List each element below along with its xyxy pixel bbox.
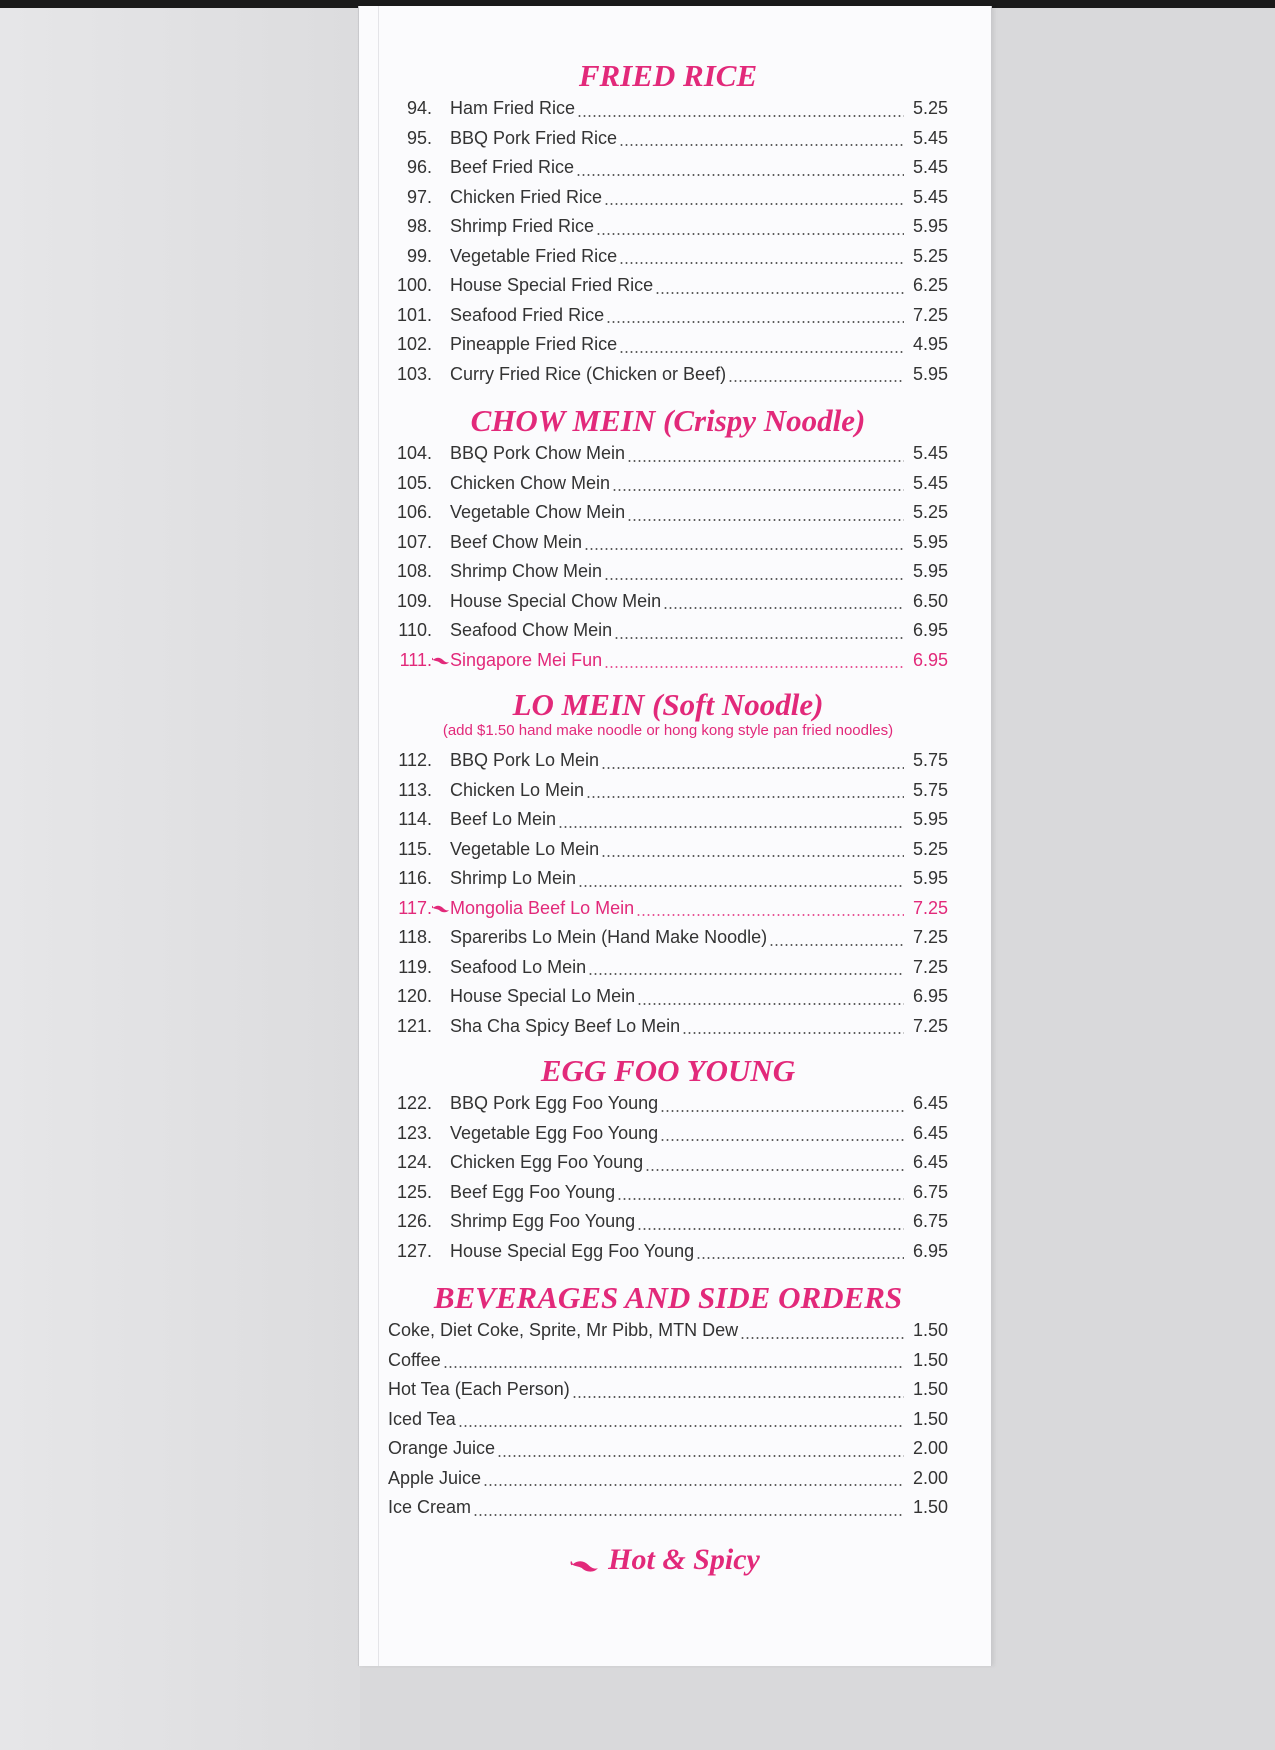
item-price: 5.45: [912, 127, 948, 148]
dot-leader: [604, 577, 904, 581]
item-number: 116.: [398, 868, 432, 888]
dot-leader: [660, 1138, 904, 1142]
menu-item: [388, 212, 948, 242]
item-number: 100.: [396, 275, 432, 295]
item-number: 112.: [398, 750, 432, 770]
item-number: 99.: [406, 245, 432, 266]
item-number: 114.: [398, 809, 432, 829]
menu-item: [388, 1148, 948, 1178]
item-name: Chicken Fried Rice: [450, 186, 603, 207]
item-number: 115.: [398, 838, 432, 859]
menu-item: [388, 301, 948, 331]
menu-item: [388, 439, 948, 469]
dot-leader: [483, 1483, 904, 1487]
menu-item: [388, 1346, 948, 1376]
dot-leader: [596, 232, 904, 236]
menu-section: [388, 58, 948, 389]
item-name: Shrimp Chow Mein: [450, 561, 603, 581]
item-name: Seafood Fried Rice: [450, 304, 605, 325]
item-price: 5.95: [912, 561, 948, 581]
menu-section: [388, 1280, 948, 1523]
menu-item: [388, 1316, 948, 1346]
menu-section: [388, 687, 948, 1041]
item-name: BBQ Pork Fried Rice: [450, 127, 618, 148]
item-name: Pineapple Fried Rice: [450, 334, 618, 354]
menu-item: [388, 242, 948, 272]
item-price: 5.95: [912, 531, 948, 552]
dot-leader: [617, 1197, 904, 1201]
item-price: 6.95: [912, 649, 948, 670]
item-name: Iced Tea: [388, 1408, 456, 1429]
menu-section: [388, 1053, 948, 1266]
item-price: 6.95: [912, 1240, 948, 1261]
dot-leader: [619, 350, 904, 354]
menu-item: [388, 557, 948, 587]
section-note: (add $1.50 hand make noodle or hong kong style pan fried noodles): [442, 722, 894, 739]
item-name: Apple Juice: [388, 1467, 482, 1488]
item-price: 1.50: [912, 1408, 948, 1429]
item-price: 5.45: [912, 472, 948, 493]
item-name: Shrimp Egg Foo Young: [450, 1211, 636, 1231]
item-name: Vegetable Lo Mein: [450, 838, 600, 859]
item-number: 110.: [398, 620, 432, 640]
item-name: Beef Chow Mein: [450, 531, 583, 552]
item-price: 1.50: [912, 1320, 948, 1340]
menu-content: [388, 58, 948, 1577]
item-price: 5.25: [912, 245, 948, 266]
dot-leader: [619, 261, 904, 265]
menu-item: [388, 805, 948, 835]
item-name: Beef Lo Mein: [450, 809, 557, 829]
paper-fold-line: [378, 6, 379, 1666]
menu-item: [388, 1237, 948, 1267]
menu-item: [388, 616, 948, 646]
item-number: 124.: [396, 1152, 432, 1172]
menu-item: [388, 153, 948, 183]
menu-item: [388, 1464, 948, 1494]
item-number: 98.: [406, 216, 432, 236]
dot-leader: [637, 1002, 904, 1006]
menu-item: [388, 124, 948, 154]
item-price: 7.25: [912, 304, 948, 325]
item-number: 113.: [398, 779, 432, 800]
menu-item: [388, 1012, 948, 1042]
item-name: Mongolia Beef Lo Mein: [450, 897, 635, 918]
dot-leader: [682, 1031, 904, 1035]
dot-leader: [655, 291, 904, 295]
menu-item: [388, 923, 948, 953]
item-price: 2.00: [912, 1438, 948, 1458]
item-number: 97.: [406, 186, 432, 207]
item-price: 5.95: [912, 868, 948, 888]
item-price: 6.45: [912, 1152, 948, 1172]
item-price: 7.25: [912, 897, 948, 918]
item-price: 5.25: [912, 98, 948, 118]
item-name: BBQ Pork Chow Mein: [450, 443, 626, 463]
item-price: 6.95: [912, 986, 948, 1006]
item-number: 119.: [398, 956, 432, 977]
item-price: 6.75: [912, 1181, 948, 1202]
item-price: 7.25: [912, 956, 948, 977]
item-number: 120.: [396, 986, 432, 1006]
item-price: 5.95: [912, 809, 948, 829]
dot-leader: [637, 1227, 904, 1231]
item-price: 1.50: [912, 1349, 948, 1370]
item-number: 96.: [406, 157, 432, 177]
item-number: 109.: [396, 590, 432, 611]
item-number: 105.: [396, 472, 432, 493]
item-price: 6.45: [912, 1122, 948, 1143]
item-price: 5.45: [912, 186, 948, 207]
menu-item: [388, 1434, 948, 1464]
menu-item: [388, 982, 948, 1012]
item-name: Coke, Diet Coke, Sprite, Mr Pibb, MTN Dew: [388, 1320, 739, 1340]
item-name: Hot Tea (Each Person): [388, 1379, 570, 1399]
item-price: 6.45: [912, 1093, 948, 1113]
menu-item: [388, 894, 948, 924]
item-name: Vegetable Chow Mein: [450, 502, 626, 522]
scan-background: [0, 8, 360, 1750]
dot-leader: [645, 1168, 904, 1172]
dot-leader: [663, 606, 904, 610]
section-title: EGG FOO YOUNG: [540, 1053, 796, 1088]
dot-leader: [614, 636, 904, 640]
dot-leader: [586, 795, 904, 799]
menu-item: [388, 271, 948, 301]
item-name: Chicken Lo Mein: [450, 779, 585, 800]
item-number: 126.: [396, 1211, 432, 1231]
dot-leader: [728, 379, 904, 383]
pepper-icon: [571, 1532, 600, 1586]
item-number: 103.: [396, 363, 432, 384]
item-number: 111.: [399, 649, 432, 670]
menu-item: [388, 646, 948, 676]
menu-section: [388, 403, 948, 675]
item-name: House Special Fried Rice: [450, 275, 654, 295]
menu-item: [388, 360, 948, 390]
item-name: Spareribs Lo Mein (Hand Make Noodle): [450, 927, 768, 947]
item-name: Curry Fried Rice (Chicken or Beef): [450, 363, 727, 384]
item-price: 5.45: [912, 157, 948, 177]
dot-leader: [497, 1454, 904, 1458]
menu-item: [388, 1405, 948, 1435]
item-number: 127.: [396, 1240, 432, 1261]
hot-spicy-legend: [388, 1543, 948, 1577]
item-name: Seafood Lo Mein: [450, 956, 587, 977]
item-number: 94.: [406, 98, 432, 118]
dot-leader: [576, 173, 904, 177]
dot-leader: [627, 459, 904, 463]
menu-item: [388, 587, 948, 617]
item-price: 5.95: [912, 216, 948, 236]
menu-item: [388, 835, 948, 865]
menu-item: [388, 469, 948, 499]
item-price: 5.25: [912, 502, 948, 522]
item-price: 6.50: [912, 590, 948, 611]
item-name: Shrimp Lo Mein: [450, 868, 577, 888]
item-name: Beef Egg Foo Young: [450, 1181, 616, 1202]
menu-item: [388, 528, 948, 558]
dot-leader: [606, 320, 904, 324]
section-title: BEVERAGES AND SIDE ORDERS: [433, 1280, 903, 1315]
dot-leader: [627, 518, 904, 522]
menu-item: [388, 1493, 948, 1523]
section-title: FRIED RICE: [578, 58, 758, 93]
dot-leader: [740, 1336, 904, 1340]
item-number: 104.: [396, 443, 432, 463]
item-number: 108.: [396, 561, 432, 581]
menu-item: [388, 776, 948, 806]
dot-leader: [572, 1395, 904, 1399]
item-name: Chicken Egg Foo Young: [450, 1152, 644, 1172]
menu-item: [388, 94, 948, 124]
dot-leader: [473, 1513, 904, 1517]
menu-item: [388, 953, 948, 983]
menu-item: [388, 1178, 948, 1208]
dot-leader: [558, 825, 904, 829]
item-name: Vegetable Egg Foo Young: [450, 1122, 659, 1143]
menu-item: [388, 1089, 948, 1119]
dot-leader: [584, 547, 904, 551]
menu-item: [388, 1119, 948, 1149]
section-title: CHOW MEIN (Crispy Noodle): [470, 403, 866, 438]
item-number: 118.: [398, 927, 432, 947]
item-price: 5.95: [912, 363, 948, 384]
item-number: 122.: [396, 1093, 432, 1113]
item-number: 95.: [406, 127, 432, 148]
item-price: 5.25: [912, 838, 948, 859]
item-number: 117.: [398, 897, 432, 918]
dot-leader: [696, 1256, 904, 1260]
dot-leader: [619, 143, 904, 147]
item-number: 125.: [396, 1181, 432, 1202]
item-number: 121.: [396, 1015, 432, 1036]
item-name: Seafood Chow Mein: [450, 620, 613, 640]
item-name: Beef Fried Rice: [450, 157, 575, 177]
item-number: 123.: [396, 1122, 432, 1143]
menu-item: [388, 330, 948, 360]
item-name: House Special Egg Foo Young: [450, 1240, 695, 1261]
dot-leader: [578, 884, 904, 888]
dot-leader: [577, 114, 904, 118]
dot-leader: [443, 1365, 904, 1369]
dot-leader: [769, 943, 904, 947]
item-name: Chicken Chow Mein: [450, 472, 611, 493]
item-price: 4.95: [912, 334, 948, 354]
item-name: Shrimp Fried Rice: [450, 216, 595, 236]
item-name: Ice Cream: [388, 1497, 472, 1517]
item-price: 1.50: [912, 1497, 948, 1517]
menu-item: [388, 864, 948, 894]
section-title: LO MEIN (Soft Noodle): [512, 687, 824, 722]
item-price: 7.25: [912, 927, 948, 947]
item-price: 1.50: [912, 1379, 948, 1399]
item-name: Singapore Mei Fun: [450, 649, 603, 670]
dot-leader: [660, 1109, 904, 1113]
item-number: 107.: [396, 531, 432, 552]
dot-leader: [601, 854, 904, 858]
item-price: 7.25: [912, 1015, 948, 1036]
item-number: 106.: [396, 502, 432, 522]
dot-leader: [612, 488, 904, 492]
item-price: 6.25: [912, 275, 948, 295]
item-price: 5.75: [912, 750, 948, 770]
menu-item: [388, 498, 948, 528]
dot-leader: [458, 1424, 904, 1428]
item-name: Orange Juice: [388, 1438, 496, 1458]
item-price: 5.75: [912, 779, 948, 800]
dot-leader: [601, 766, 904, 770]
item-number: 102.: [396, 334, 432, 354]
item-price: 6.75: [912, 1211, 948, 1231]
item-price: 2.00: [912, 1467, 948, 1488]
menu-item: [388, 183, 948, 213]
legend-label: Hot & Spicy: [608, 1542, 760, 1576]
item-name: BBQ Pork Lo Mein: [450, 750, 600, 770]
dot-leader: [636, 913, 904, 917]
dot-leader: [604, 665, 904, 669]
item-name: Ham Fried Rice: [450, 98, 576, 118]
item-name: Sha Cha Spicy Beef Lo Mein: [450, 1015, 681, 1036]
item-number: 101.: [396, 304, 432, 325]
menu-item: [388, 746, 948, 776]
item-price: 5.45: [912, 443, 948, 463]
dot-leader: [604, 202, 904, 206]
item-price: 6.95: [912, 620, 948, 640]
item-name: Coffee: [388, 1349, 441, 1370]
item-name: House Special Lo Mein: [450, 986, 636, 1006]
menu-item: [388, 1375, 948, 1405]
menu-item: [388, 1207, 948, 1237]
item-name: BBQ Pork Egg Foo Young: [450, 1093, 659, 1113]
item-name: Vegetable Fried Rice: [450, 245, 618, 266]
dot-leader: [588, 972, 904, 976]
item-name: House Special Chow Mein: [450, 590, 662, 611]
